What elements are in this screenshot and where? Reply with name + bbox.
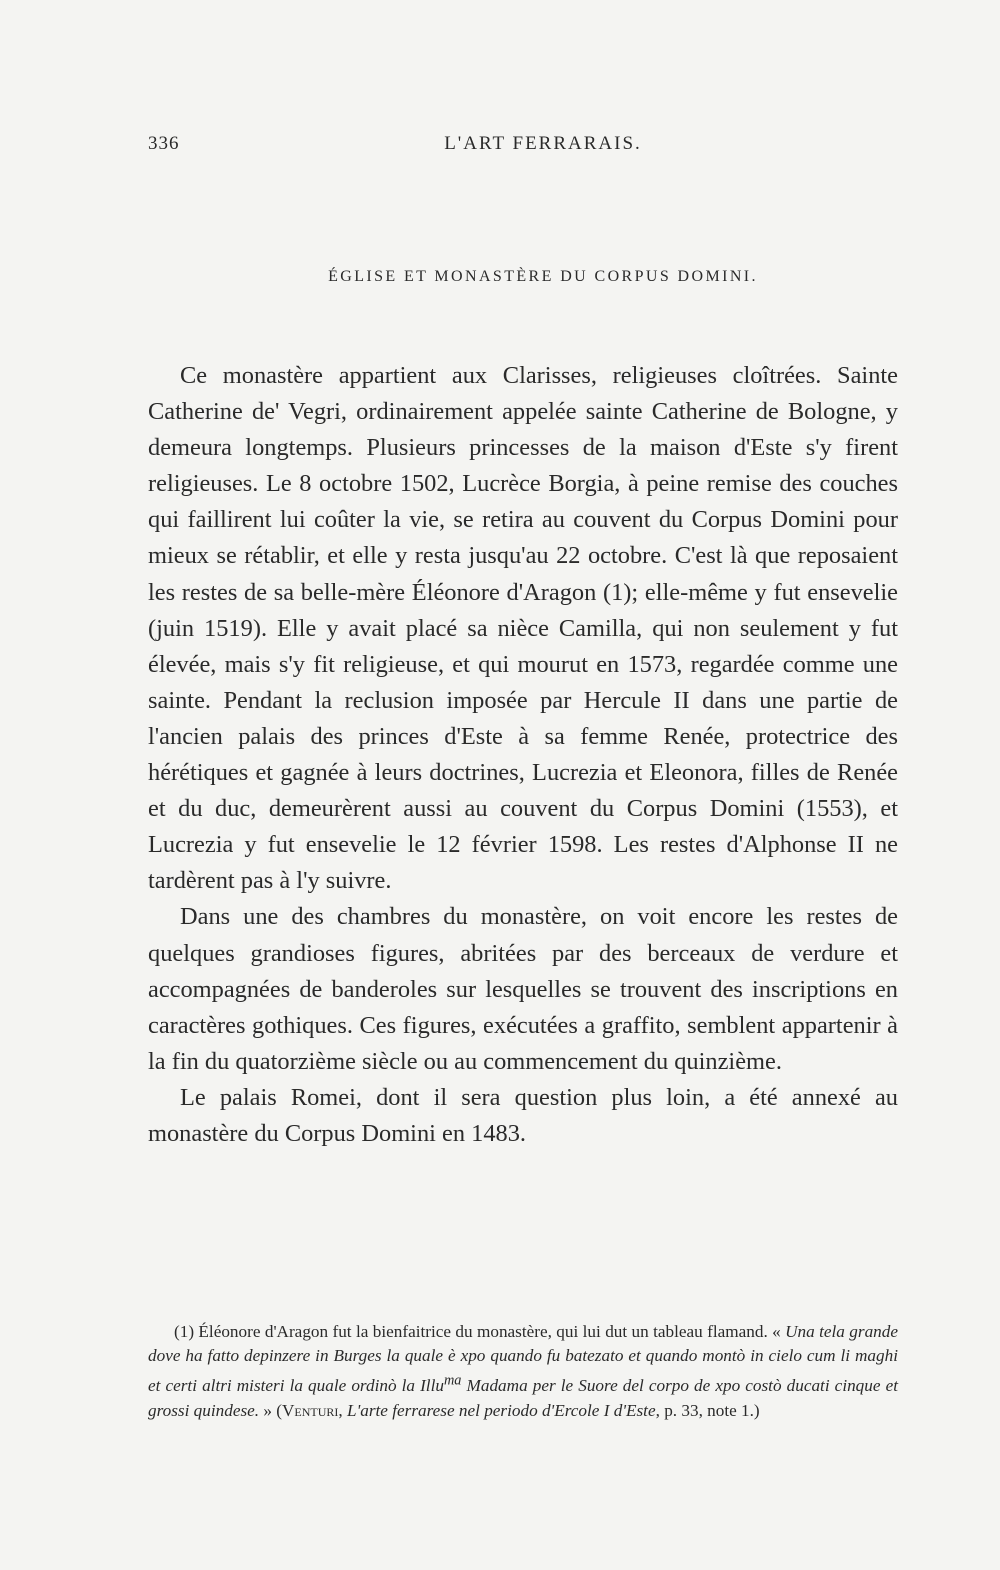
footnote-separator: , [338,1400,348,1420]
running-head [148,133,898,163]
paragraph: Le palais Romei, dont il sera question plus loin, a été annexé au monastère du Corpus Domini en 1483. [148,1083,898,1147]
footnote-paragraph [148,1320,898,1423]
section-heading: ÉGLISE ET MONASTÈRE DU CORPUS DOMINI. [328,268,758,285]
paragraph: Ce monastère appartient aux Clarisses, religieuses cloîtrées. Sainte Catherine de' Vegri, ordinairement appelée sainte Catherine de Bologne, y demeura longtemps. Plusieurs princesses de la maison d'Este s'y firent religieuses. Le 8 octobre 1502, Lucrèce Borgia, à peine remise des couches qui faillirent lui coûter la vie, se retira au couvent du Corpus Domini pour mieux se rétablir, et elle y resta jusqu'au 22 octobre. C'est là que reposaient les restes de sa belle-mère Éléonore d'Aragon (1); elle-même y fut ensevelie (juin 1519). Elle y avait placé sa nièce Camilla, qui non seulement y fut élevée, mais s'y fit religieuse, et qui mourut en 1573, regardée comme une sainte. Pendant la reclusion imposée par Hercule II dans une partie de l'ancien palais des princes d'Este à sa femme Renée, protectrice des hérétiques et gagnée à leurs doctrines, Lucrezia et Eleonora, filles de Renée et du duc, demeurèrent aussi au couvent du Corpus Domini (1553), et Lucrezia y fut ensevelie le 12 février 1598. Les restes d'Alphonse II ne tardèrent pas à l'y suivre. [148,362,898,895]
paragraph: Dans une des chambres du monastère, on voit encore les restes de quelques grandioses figures, abritées par des berceaux de verdure et accompagnées de banderoles sur lesquelles se trouvent des inscriptions en caractères gothiques. Ces figures, exécutées a graffito, semblent appartenir à la fin du quatorzième siècle ou au commencement du quinzième. [148,903,898,1075]
footnote-quote-part-a: Una tela grande dove ha fatto depinzere in Burges la quale è xpo quando fu batezato et quando montò in cielo cum li maghi et certi altri misteri la quale ordinò la Illu [148,1322,898,1396]
book-title: L'ART FERRARAIS. [444,133,642,154]
footnote-lead: (1) Éléonore d'Aragon fut la bienfaitrice du monastère, qui lui dut un tableau flamand. « [174,1322,786,1341]
footnote-quote-close: » ( [259,1400,283,1420]
footnote-quote-superscript: ma [443,1372,462,1389]
footnote-quote-part-b: Madama per le Suore del corpo de xpo costò ducati cinque et grossi quindese. [148,1376,898,1420]
footnote-author: Venturi [282,1400,339,1420]
footnote-work-title: L'arte ferrarese nel periodo d'Ercole I d'Este [347,1400,656,1420]
footnote-tail: , p. 33, note 1.) [655,1400,760,1420]
page-number: 336 [148,133,180,154]
body-text [148,358,898,1152]
footnote [148,1320,898,1423]
